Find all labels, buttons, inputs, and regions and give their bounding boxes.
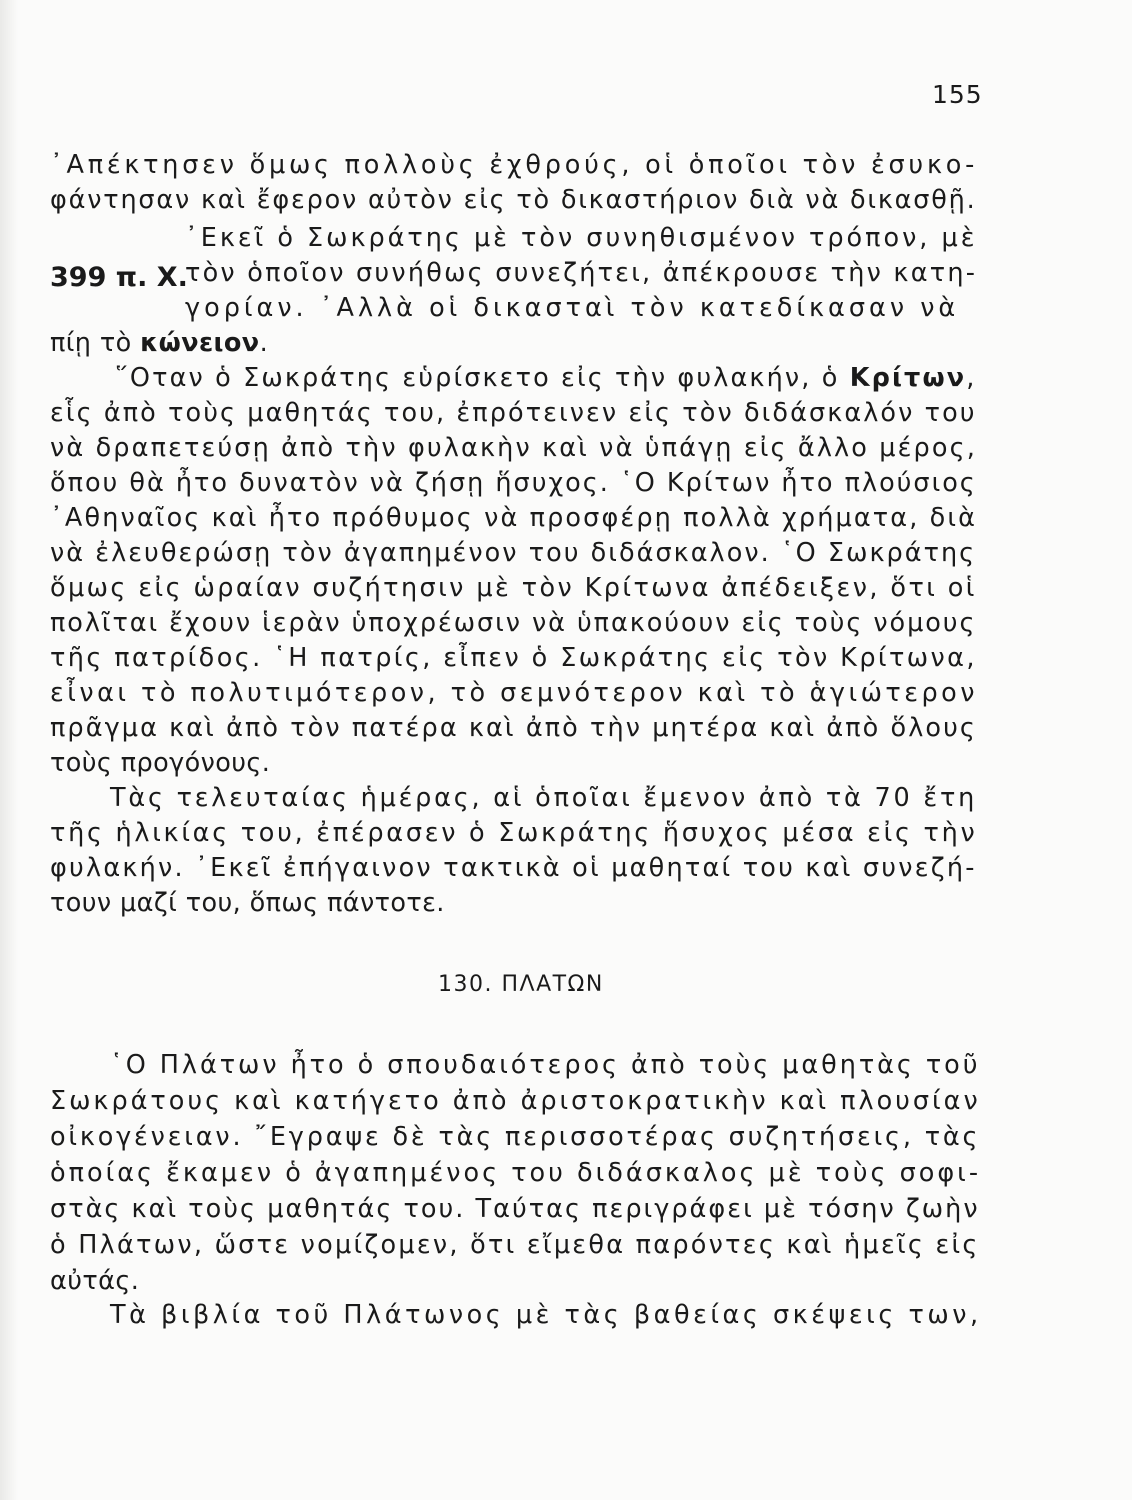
text-run: στὰς καὶ τοὺς μαθητάς του. Ταύτας περιγράφει μὲ τόσην ζωὴν <box>50 1194 980 1224</box>
section-heading: 130. ΠΛΑΤΩΝ <box>438 972 604 997</box>
paragraph-plato-line <box>50 1158 981 1188</box>
paragraph-socrates-line <box>50 538 976 568</box>
margin-date-note: 399 π. Χ. <box>50 262 188 293</box>
text-run: ῾Ο Πλάτων ἦτο ὁ σπουδαιότερος ἀπὸ τοὺς μαθητὰς τοῦ <box>110 1050 981 1080</box>
paragraph-socrates-line <box>50 818 977 848</box>
text-run: ᾿Εκεῖ ὁ Σωκράτης μὲ τὸν συνηθισμένον τρόπον, μὲ <box>185 223 978 253</box>
paragraph-plato-line <box>50 1266 139 1296</box>
text-run: τῆς πατρίδος. ῾Η πατρίς, εἶπεν ὁ Σωκράτης εἰς τὸν Κρίτωνα, <box>50 643 977 673</box>
paragraph-socrates-line <box>185 223 977 253</box>
emphasized-term: κώνειον <box>140 328 260 358</box>
text-run: τῆς ἡλικίας του, ἐπέρασεν ὁ Σωκράτης ἥσυχος μέσα εἰς τὴν <box>50 818 978 848</box>
text-run: οἰκογένειαν. ῎Εγραψε δὲ τὰς περισσοτέρας συζητήσεις, τὰς <box>50 1122 981 1152</box>
paragraph-plato-line <box>110 1050 980 1080</box>
paragraph-socrates-line <box>110 783 977 813</box>
text-run: πρᾶγμα καὶ ἀπὸ τὸν πατέρα καὶ ἀπὸ τὴν μητέρα καὶ ἀπὸ ὅλους <box>50 713 977 743</box>
text-run: νὰ ἐλευθερώσῃ τὸν ἀγαπημένον του διδάσκαλον. ῾Ο Σωκράτης <box>50 538 977 568</box>
paragraph-socrates-line <box>50 468 977 498</box>
paragraph-socrates-line <box>115 363 977 393</box>
paragraph-socrates-line <box>50 433 977 463</box>
paragraph-plato-line <box>50 1122 980 1152</box>
paragraph-socrates-line <box>50 150 978 180</box>
text-run: ὅπου θὰ ἦτο δυνατὸν νὰ ζήσῃ ἥσυχος. ῾Ο Κρίτων ἦτο πλούσιος <box>50 468 977 498</box>
text-run: εἷς ἀπὸ τοὺς μαθητάς του, ἐπρότεινεν εἰς τὸν διδάσκαλόν του <box>50 398 977 428</box>
paragraph-socrates-line <box>50 503 977 533</box>
paragraph-socrates-line <box>50 678 978 708</box>
text-run: φάντησαν καὶ ἔφερον αὐτὸν εἰς τὸ δικαστήριον διὰ νὰ δικασθῇ. <box>50 185 977 215</box>
paragraph-plato-line <box>110 1300 982 1330</box>
paragraph-socrates-line <box>50 328 268 358</box>
text-run: Τὰ βιβλία τοῦ Πλάτωνος μὲ τὰς βαθείας σκέψεις των, <box>110 1300 982 1330</box>
paragraph-plato-line <box>50 1086 981 1116</box>
paragraph-socrates-line <box>50 185 977 215</box>
paragraph-socrates-line <box>185 258 977 288</box>
paragraph-socrates-line <box>50 643 977 673</box>
text-run: τοὺς προγόνους. <box>50 748 271 778</box>
text-run: φυλακήν. ᾿Εκεῖ ἐπήγαινον τακτικὰ οἱ μαθηταί του καὶ συνεζή- <box>50 853 977 883</box>
text-run: εἶναι τὸ πολυτιμότερον, τὸ σεμνότερον καὶ τὸ ἁγιώτερον <box>50 678 978 708</box>
paragraph-plato-line <box>50 1194 980 1224</box>
emphasized-term: Κρίτων <box>849 363 967 393</box>
text-run: ὅμως εἰς ὡραίαν συζήτησιν μὲ τὸν Κρίτωνα ἀπέδειξεν, ὅτι οἱ <box>50 573 977 603</box>
paragraph-socrates-line <box>185 293 959 323</box>
paragraph-plato-line <box>50 1230 980 1260</box>
text-run: ᾿Αθηναῖος καὶ ἦτο πρόθυμος νὰ προσφέρῃ πολλὰ χρήματα, διὰ <box>50 503 978 533</box>
text-run: , <box>966 363 977 393</box>
paragraph-socrates-line <box>50 748 270 778</box>
text-run: νὰ δραπετεύσῃ ἀπὸ τὴν φυλακὴν καὶ νὰ ὑπάγῃ εἰς ἄλλο μέρος, <box>50 433 977 463</box>
text-run: ᾿Απέκτησεν ὅμως πολλοὺς ἐχθρούς, οἱ ὁποῖοι τὸν ἐσυκο- <box>50 150 979 180</box>
paragraph-socrates-line <box>50 713 977 743</box>
text-run: τουν μαζί του, ὅπως πάντοτε. <box>50 888 445 918</box>
text-run: Τὰς τελευταίας ἡμέρας, αἱ ὁποῖαι ἔμενον ἀπὸ τὰ 70 ἔτη <box>110 783 978 813</box>
text-run: τὸν ὁποῖον συνήθως συνεζήτει, ἀπέκρουσε τὴν κατη- <box>185 258 978 288</box>
paragraph-socrates-line <box>50 608 976 638</box>
paragraph-socrates-line <box>50 573 977 603</box>
text-run: αὐτάς. <box>50 1266 140 1296</box>
text-run: πολῖται ἔχουν ἱερὰν ὑποχρέωσιν νὰ ὑπακούουν εἰς τοὺς νόμους <box>50 608 977 638</box>
text-run: ὁ Πλάτων, ὥστε νομίζομεν, ὅτι εἴμεθα παρόντες καὶ ἡμεῖς εἰς <box>50 1230 980 1260</box>
text-run: ῞Οταν ὁ Σωκράτης εὑρίσκετο εἰς τὴν φυλακήν, ὁ <box>115 363 850 393</box>
paragraph-socrates-line <box>50 888 445 918</box>
text-run: ὁποίας ἔκαμεν ὁ ἀγαπημένος του διδάσκαλος μὲ τοὺς σοφι- <box>50 1158 982 1188</box>
paragraph-socrates-line <box>50 398 977 428</box>
page-number: 155 <box>932 80 983 109</box>
text-run: πίῃ τὸ <box>50 328 141 358</box>
text-run: Σωκράτους καὶ κατήγετο ἀπὸ ἀριστοκρατικὴν καὶ πλουσίαν <box>50 1086 981 1116</box>
page-edge-shadow <box>0 0 18 1500</box>
text-run: . <box>259 328 269 358</box>
text-run: γορίαν. ᾿Αλλὰ οἱ δικασταὶ τὸν κατεδίκασαν νὰ <box>185 293 960 323</box>
paragraph-socrates-line <box>50 853 977 883</box>
